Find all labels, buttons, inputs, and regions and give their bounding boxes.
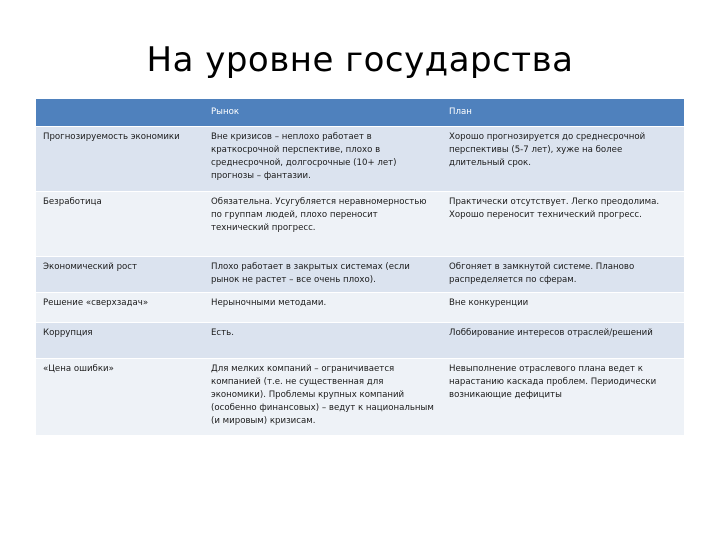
plan-cell: Лоббирование интересов отраслей/решений [442,323,684,359]
market-cell: Для мелких компаний – ограничивается компанией (т.е. не существенная для экономики). Проблемы крупных компаний (особенно финансовых) – ведут к национальным (и мировым) кризисам. [204,359,442,436]
table-row [36,192,684,257]
plan-cell: Обгоняет в замкнутой системе. Планово распределяется по сферам. [442,257,684,293]
table-header-row [36,99,684,127]
header-market: Рынок [204,99,442,127]
comparison-table [36,99,684,436]
row-label: Безработица [36,192,204,257]
table-row [36,127,684,192]
market-cell: Вне кризисов – неплохо работает в краткосрочной перспективе, плохо в среднесрочной, долгосрочные (10+ лет) прогнозы – фантазии. [204,127,442,192]
plan-cell: Вне конкуренции [442,293,684,323]
market-cell: Обязательна. Усугубляется неравномерностью по группам людей, плохо переносит технический прогресс. [204,192,442,257]
table-row [36,293,684,323]
market-cell: Плохо работает в закрытых системах (если рынок не растет – все очень плохо). [204,257,442,293]
header-plan: План [442,99,684,127]
row-label: Прогнозируемость экономики [36,127,204,192]
plan-cell: Практически отсутствует. Легко преодолима. Хорошо переносит технический прогресс. [442,192,684,257]
row-label: Экономический рост [36,257,204,293]
slide-title: На уровне государства [146,40,574,80]
market-cell: Есть. [204,323,442,359]
table-row [36,257,684,293]
table-row [36,323,684,359]
table-row [36,359,684,436]
plan-cell: Невыполнение отраслевого плана ведет к нарастанию каскада проблем. Периодически возникающие дефициты [442,359,684,436]
plan-cell: Хорошо прогнозируется до среднесрочной перспективы (5-7 лет), хуже на более длительный срок. [442,127,684,192]
row-label: Решение «сверхзадач» [36,293,204,323]
header-criterion [36,99,204,127]
row-label: «Цена ошибки» [36,359,204,436]
row-label: Коррупция [36,323,204,359]
market-cell: Нерыночными методами. [204,293,442,323]
